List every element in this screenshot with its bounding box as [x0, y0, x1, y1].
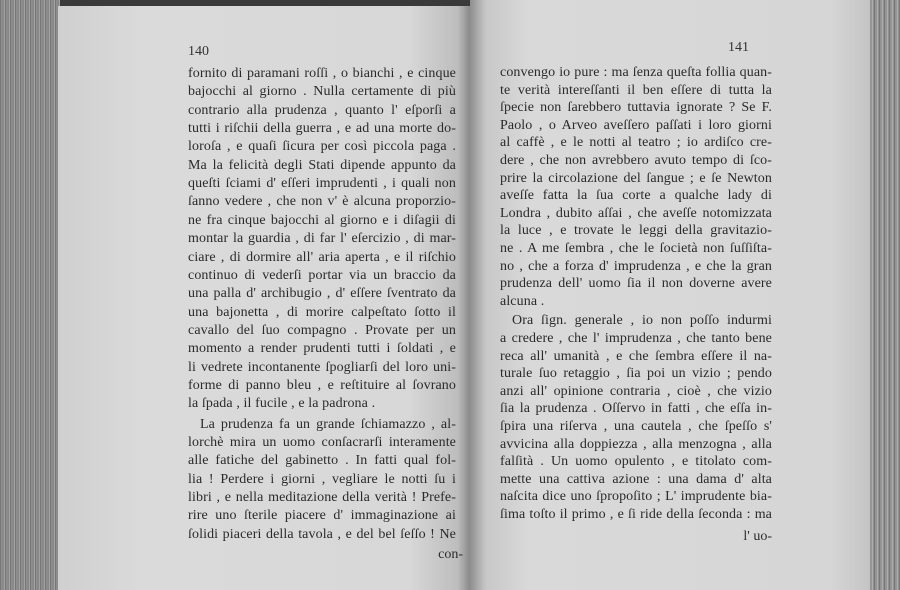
text-line: ne fra cinque bajocchi al giorno e i diſagii di [188, 212, 456, 228]
text-line: Londra , dubito aſſai , che aveſſe notomizzata [500, 205, 772, 221]
text-line: ſanno vedere , che non v' è alcuna proporzio- [188, 194, 456, 210]
text-line: alle fatiche del gabinetto . In fatti qual fol- [188, 453, 456, 469]
text-line: Paolo , o Arveo aveſſero paſſati i loro giorni [500, 117, 772, 133]
text-line: una bajonetta , di morire calpeſtato ſotto il [188, 304, 456, 320]
text-line: ſima toſto il primo , e ſi ride della ſeconda : ma [500, 507, 772, 522]
text-line: Ora ſign. generale , io non poſſo indurmi [512, 313, 772, 329]
text-line: continuo di vederſi portar via un braccio da [188, 267, 456, 283]
text-line: Ma la felicità degli Stati dipende appunto da [188, 157, 456, 173]
text-line: momento a render prudenti tutti i ſoldati , e [188, 341, 456, 357]
text-line: aveſſe fatta la ſua corte a qualche lady di [500, 188, 772, 204]
text-line: avvicina alla doppiezza , alla menzogna , alla [500, 436, 772, 452]
book-page-edges-right [866, 0, 900, 590]
text-line: una palla d' archibugio , d' eſſere ſventrato da [188, 286, 456, 302]
text-line: prire la circolazione del ſangue ; e ſe Newton [500, 170, 772, 186]
text-line: lorchè mira un uomo conſacrarſi interamente [188, 435, 456, 450]
text-line: queſti ſciami d' eſſeri imprudenti , i quali non [188, 176, 456, 192]
text-line: ſolidi piaceri della tavola , e del bel ſeſſo ! Ne [188, 526, 456, 542]
book-page-edges-left [0, 0, 60, 590]
text-line: convengo io pure : ma ſenza queſta follia quan- [500, 65, 772, 80]
text-line: forme di panno bleu , e reſtituire al ſovrano [188, 377, 456, 393]
text-line: ne . A me ſembra , che le ſocietà non ſuſſiſta- [500, 241, 772, 256]
text-line: alcuna . [500, 293, 545, 309]
text-line: la ſpada , il fucile , e la padrona . [188, 396, 376, 412]
page-number: 140 [188, 44, 209, 59]
text-line: fornito di paramani roſſi , o bianchi , e cinque [188, 66, 456, 81]
text-line: ciare , di dormire all' aria aperta , e il riſchio [188, 249, 456, 265]
text-line: rire uno ſterile piacere d' immaginazione ai [188, 508, 456, 524]
left-page [58, 6, 470, 590]
text-line: la luce , e trovate le leggi della gravitazio- [500, 223, 772, 239]
text-line: a credere , che l' imprudenza , che tanto bene [500, 331, 772, 346]
catchword: con- [438, 547, 463, 562]
text-line: La prudenza fa un grande ſchiamazzo , al- [200, 416, 456, 432]
page-number: 141 [728, 40, 749, 55]
text-line: falſità . Un uomo opulento , e titolato com- [500, 454, 772, 470]
text-line: ſpecie non ſarebbero tuttavia ignorate ? Se F. [500, 100, 772, 116]
text-line: lia ! Perdere i giorni , vegliare le notti ſu i [188, 471, 456, 487]
text-line: libri , e nella meditazione della verità ! Prefe- [188, 490, 456, 506]
text-line: contrario alla prudenza , quanto l' eſporſi a [188, 102, 456, 118]
text-line: cavallo del ſuo compagno . Provate per un [188, 322, 456, 338]
text-line: tutti i riſchii della guerra , e ad una morte do- [188, 121, 456, 137]
text-line: naſcita dice uno ſpropoſito ; L' imprudente bia- [500, 489, 772, 505]
text-line: dere , che non avrebbero avuto tempo di ſco- [500, 153, 772, 168]
text-line: ſpira una riſerva , una cautela , che ſpeſſo s' [500, 419, 772, 434]
text-line: te verità intereſſanti il ben eſſere di tutta la [500, 82, 772, 98]
text-line: ſia la prudenza . Oſſervo in fatti , che eſſa in- [500, 401, 772, 417]
text-line: no , che a forza d' imprudenza , e che la gran [500, 258, 772, 274]
text-line: bajocchi al giorno . Nulla certamente di più [188, 84, 456, 100]
right-page [470, 0, 870, 590]
text-line: li vedrete incontanente ſpogliarſi del loro uni- [188, 359, 456, 375]
text-line: al caffè , e le notti al teatro ; io ardiſco cre- [500, 135, 772, 151]
text-line: anzi all' opinione contraria , cioè , che vizio [500, 383, 772, 399]
text-line: reca all' umanità , e che ſembra eſſere il na- [500, 348, 772, 364]
text-line: loroſa , e quaſi ſicura per così piccola paga . [188, 139, 456, 155]
catchword: l' uo- [743, 529, 772, 544]
text-line: mette una cattiva azione : una dama d' alta [500, 471, 772, 487]
text-line: montar la guardia , di far l' eſercizio , di mar- [188, 231, 456, 247]
text-line: turale ſuo retaggio , ſia poi un vizio ; pendo [500, 366, 772, 382]
text-line: prudenza dell' uomo ſia il non doverne avere [500, 276, 772, 292]
